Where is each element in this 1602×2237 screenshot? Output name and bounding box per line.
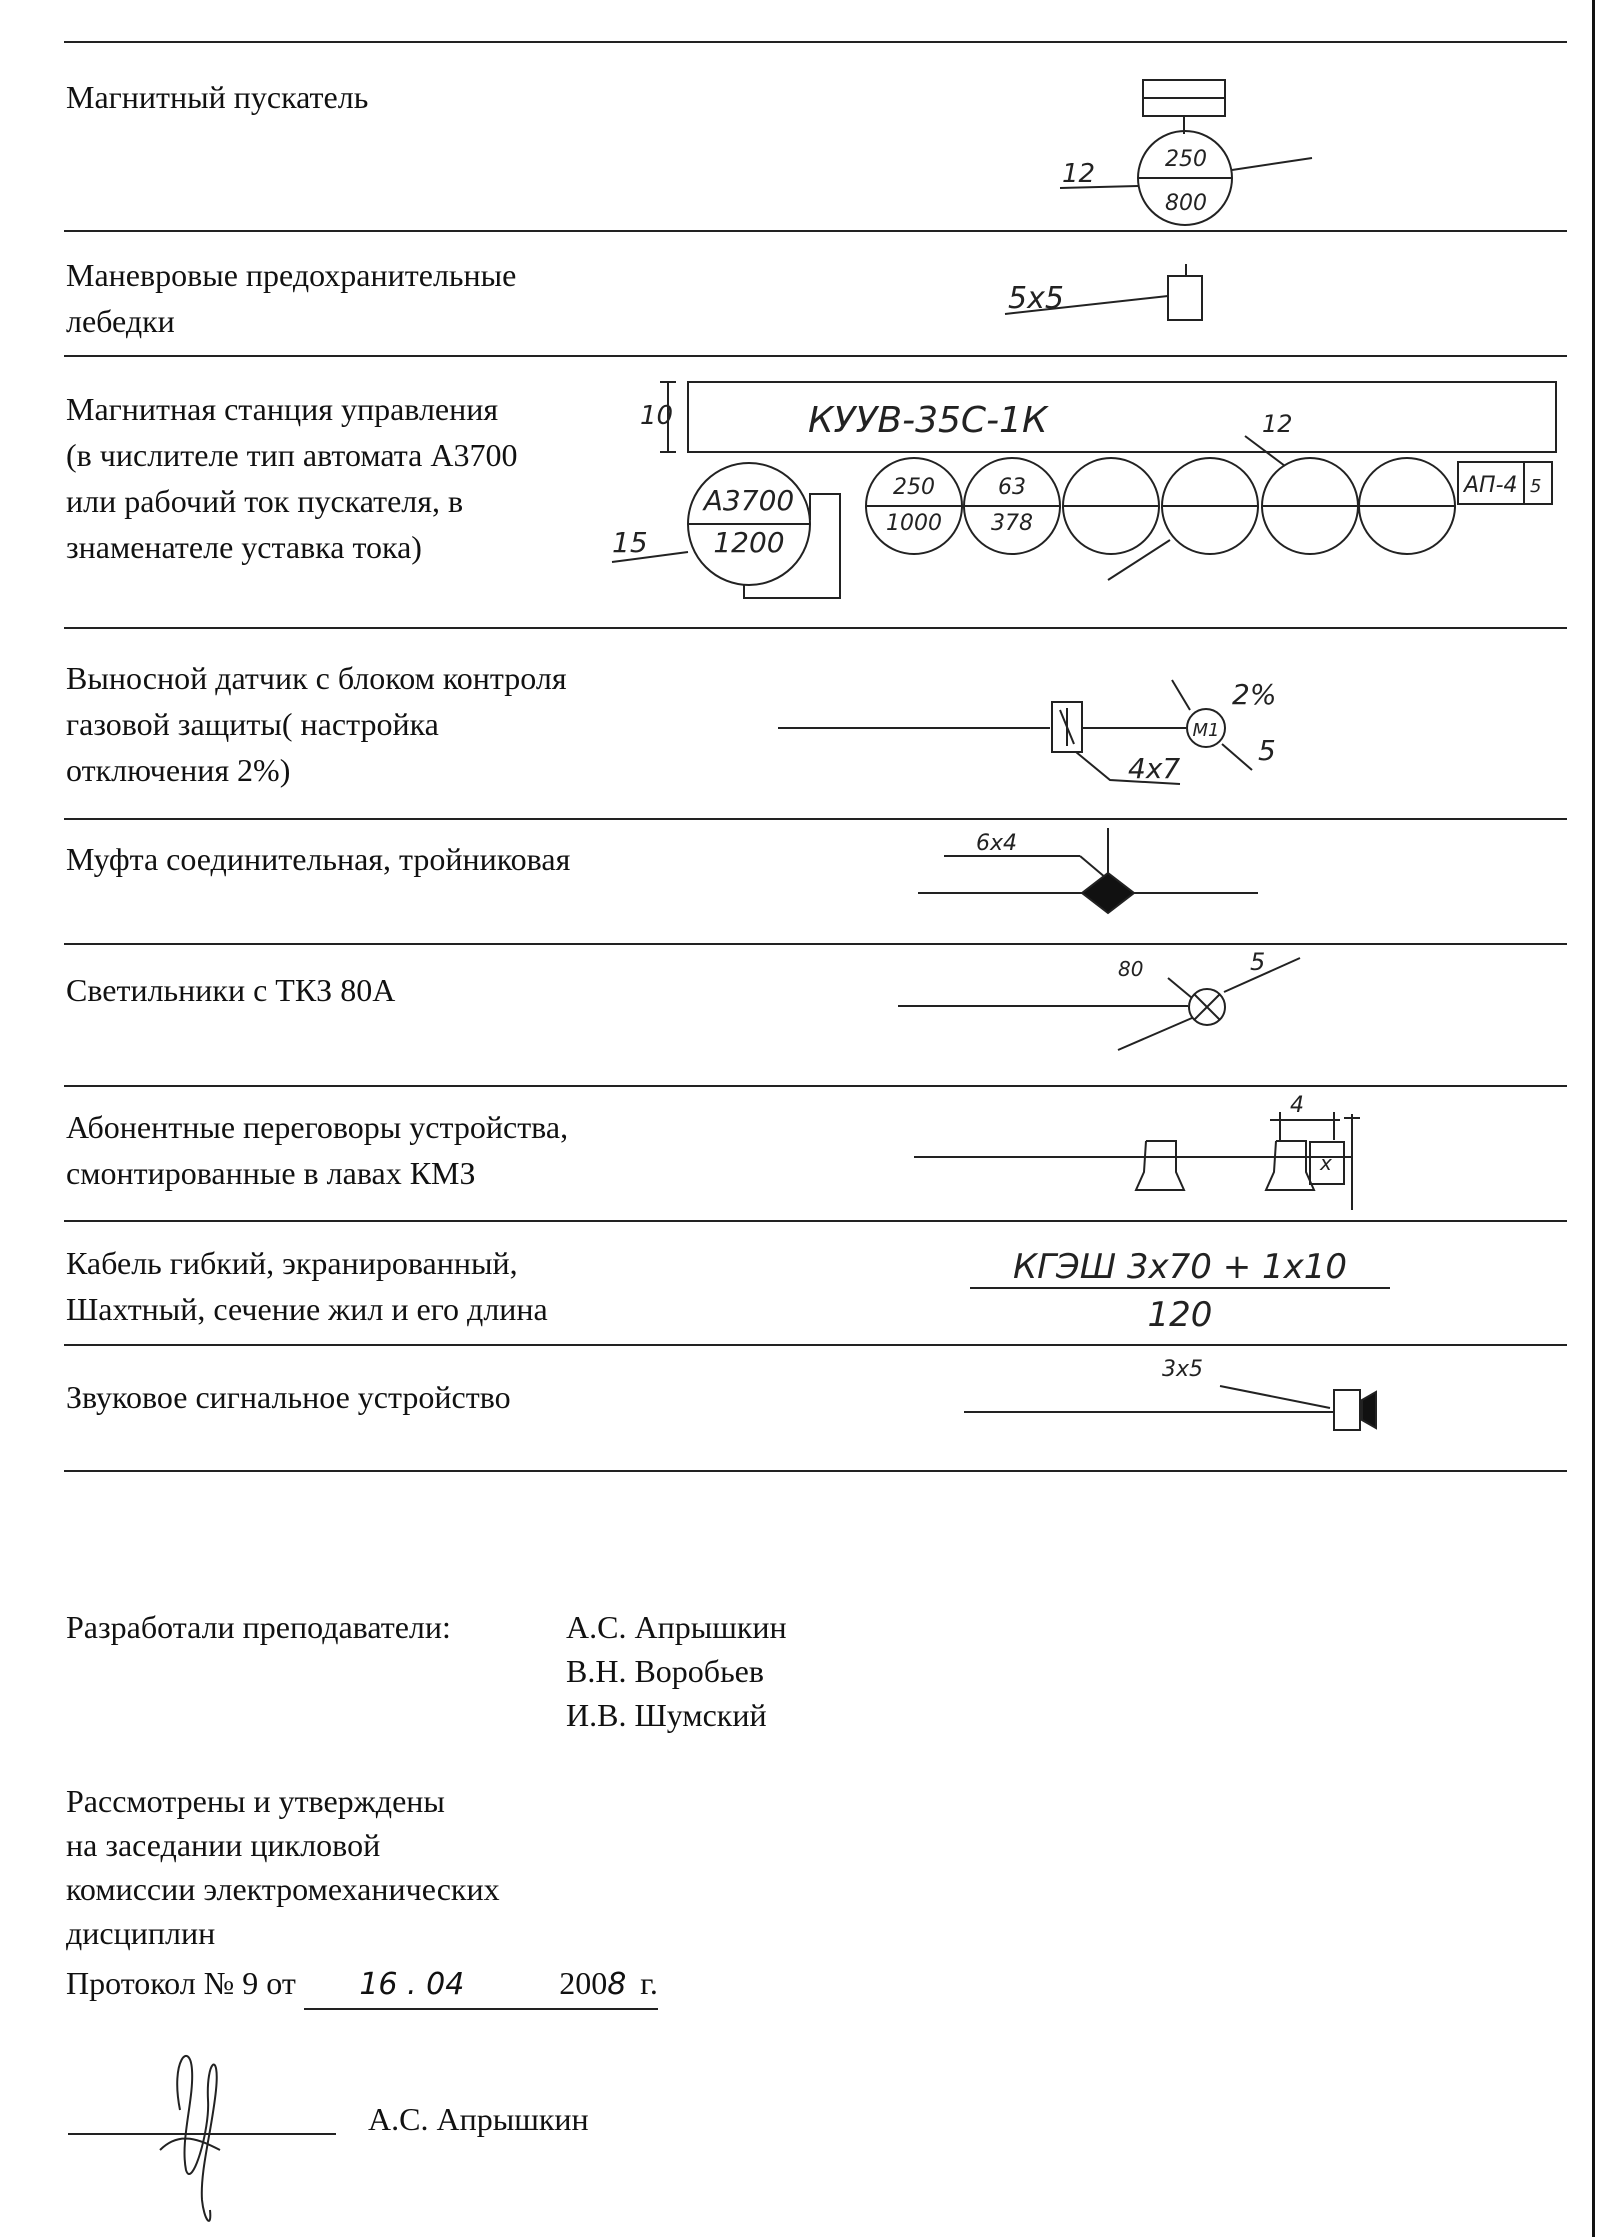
protocol-date: 16 . 04 (359, 1967, 465, 2002)
tee-coupling-symbol (918, 828, 1258, 913)
signature (150, 2030, 270, 2230)
starter-numerator: 250 (1165, 147, 1207, 172)
row-label-flexible-cable: Кабель гибкий, экранированный, Шахтный, сечение жил и его длина (66, 1245, 548, 1327)
cable-numerator: КГЭШ 3x70 + 1x10 (1012, 1247, 1348, 1287)
row-label-magnetic-starter: Магнитный пускатель (66, 79, 369, 115)
station-feed-mark: 15 (612, 526, 648, 559)
cable-denominator: 120 (1147, 1295, 1213, 1335)
table-rule (64, 1470, 1567, 1472)
signer-name: А.С. Апрышкин (368, 2101, 589, 2137)
phone-dimension: 4 (1290, 1093, 1304, 1118)
main-breaker-top: А3700 (703, 484, 795, 517)
page-edge (1592, 0, 1595, 2237)
protocol-year-suffix: г. (640, 1965, 658, 2001)
approval-line: комиссии электромеханических (66, 1871, 500, 1907)
subscriber-devices-symbol (914, 1112, 1360, 1210)
table-rule (64, 230, 1567, 232)
phone-height: х (1320, 1151, 1332, 1175)
lamp-rating: 80 (1118, 957, 1144, 981)
main-breaker-bottom: 1200 (713, 526, 785, 559)
lamp-symbol (898, 958, 1300, 1050)
station-cable-mark: 12 (1262, 410, 1293, 438)
table-rule (64, 1085, 1567, 1087)
coupling-cable-mark: 6x4 (976, 831, 1018, 856)
protocol-year-field (520, 1960, 658, 2010)
gas-sensor-mark: 5 (1258, 734, 1276, 767)
row-label-tee-coupling: Муфта соединительная, тройниковая (66, 841, 571, 877)
protocol-line (66, 1960, 658, 2010)
table-rule (64, 41, 1567, 43)
gas-sensor-label: М1 (1192, 720, 1220, 741)
gas-sensor-setting: 2% (1232, 678, 1277, 711)
table-rule (64, 1344, 1567, 1346)
breaker-1-bottom: 1000 (886, 511, 942, 536)
magnetic-starter-symbol (1060, 80, 1312, 225)
siren-cable-mark: 3x5 (1162, 1357, 1204, 1382)
lamp-mark: 5 (1250, 948, 1266, 976)
protocol-date-field (304, 1960, 520, 2010)
starter-cable-mark: 12 (1062, 159, 1096, 189)
station-height-mark: 10 (640, 401, 674, 431)
table-rule (64, 355, 1567, 357)
row-label-sound-signal: Звуковое сигнальное устройство (66, 1379, 511, 1415)
table-rule (64, 943, 1567, 945)
row-label-safety-winches: Маневровые предохранительные лебедки (66, 257, 517, 339)
row-label-gas-sensor: Выносной датчик с блоком контроля газовой защиты( настройка отключения 2%) (66, 660, 567, 788)
signature-line (68, 2133, 336, 2135)
developer-name: И.В. Шумский (566, 1697, 767, 1733)
protocol-year-prefix: 200 (559, 1965, 608, 2001)
row-label-lamps: Светильники с ТКЗ 80А (66, 972, 396, 1008)
approval-line: дисциплин (66, 1915, 216, 1951)
table-rule (64, 818, 1567, 820)
winch-symbol (1005, 264, 1202, 320)
row-label-subscriber-devices: Абонентные переговоры устройства, смонтированные в лавах КМЗ (66, 1109, 569, 1191)
developed-by-label: Разработали преподаватели: (66, 1609, 451, 1645)
developer-name: А.С. Апрышкин (566, 1609, 787, 1645)
table-rule (64, 627, 1567, 629)
protocol-year-digit: 8 (607, 1967, 627, 2002)
station-name: КУУВ-35С-1К (808, 400, 1048, 441)
apparatus-mark: 5 (1530, 476, 1542, 497)
developer-name: В.Н. Воробьев (566, 1653, 764, 1689)
table-rule (64, 1220, 1567, 1222)
control-station-symbol (612, 382, 1556, 598)
apparatus-label: АП-4 (1464, 473, 1518, 498)
gas-sensor-symbol (778, 680, 1252, 784)
breaker-2-top: 63 (998, 475, 1026, 500)
breaker-2-bottom: 378 (991, 511, 1033, 536)
row-label-control-station: Магнитная станция управления (в числителе тип автомата А3700 или рабочий ток пускателя, в знаменателе уставка тока) (66, 391, 518, 565)
siren-symbol (964, 1386, 1376, 1430)
approval-line: на заседании цикловой (66, 1827, 381, 1863)
breaker-1-top: 250 (893, 475, 935, 500)
protocol-prefix: Протокол № 9 от (66, 1965, 296, 2001)
winch-cable-mark: 5x5 (1008, 281, 1064, 316)
starter-denominator: 800 (1165, 191, 1207, 216)
gas-sensor-cable: 4x7 (1128, 752, 1181, 785)
approval-line: Рассмотрены и утверждены (66, 1783, 445, 1819)
